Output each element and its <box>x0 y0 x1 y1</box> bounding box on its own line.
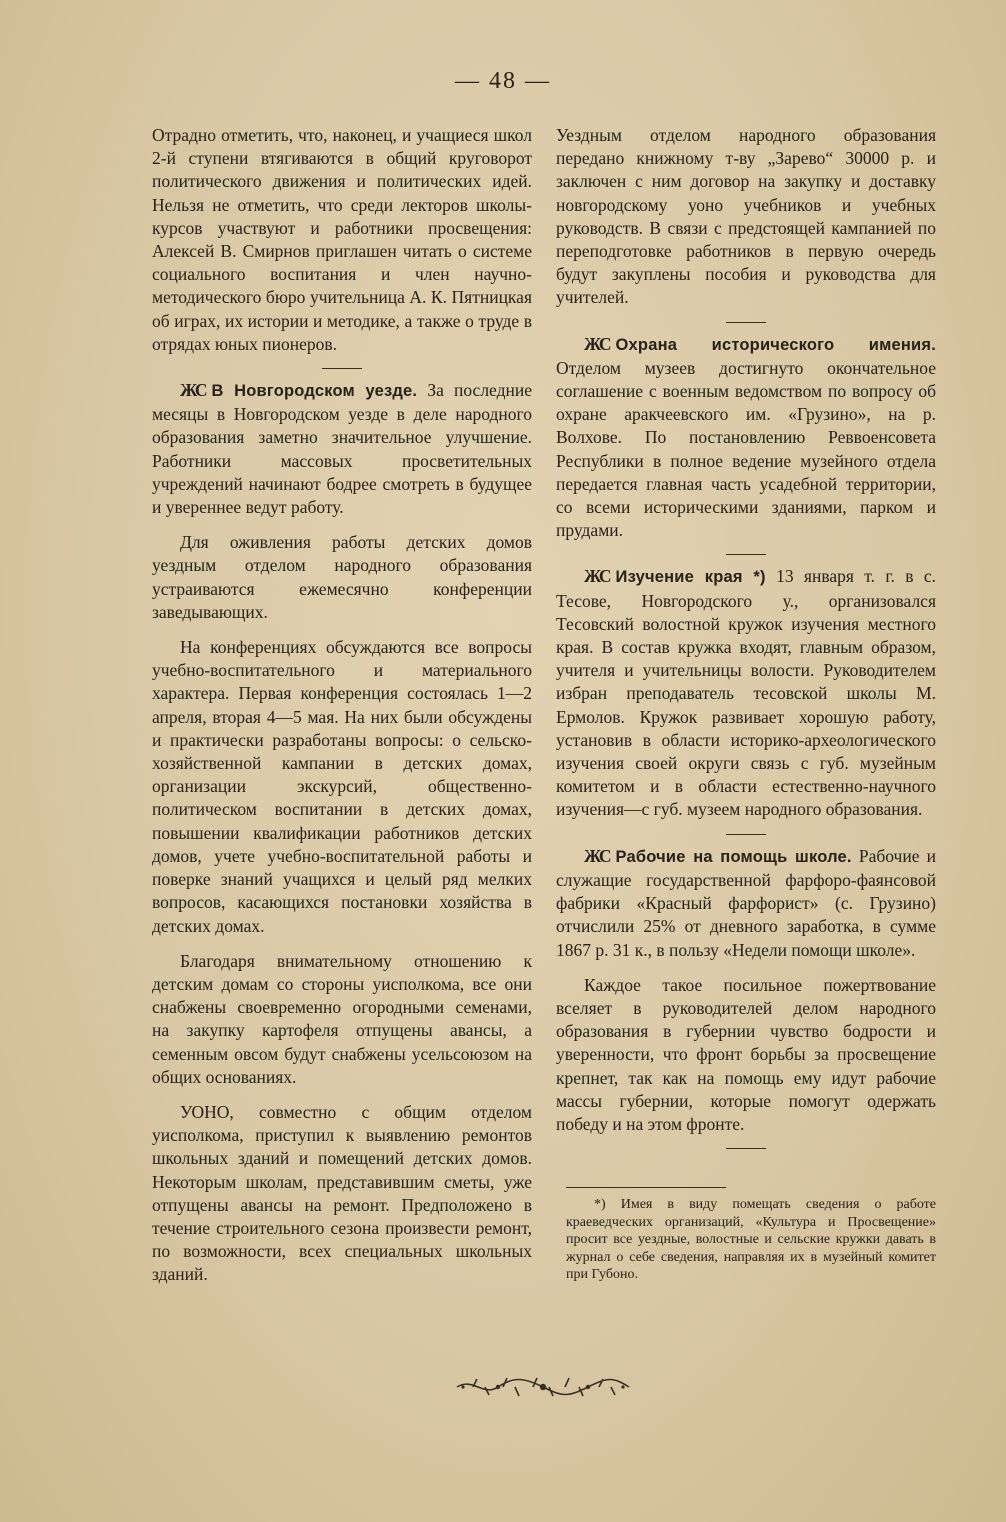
section-mark-icon: ЖС <box>584 566 610 587</box>
footnote-text: *) Имея в виду помещать сведения о работе краеведческих организаций, «Культура и Просвещение» просит все уездные, волостные и сельские кружки давать в журнал о себе сведения, направляя их в музейный комитет при Губоно. <box>566 1197 936 1283</box>
section-divider <box>726 322 766 323</box>
section-divider <box>322 368 362 369</box>
footnote-divider <box>566 1187 726 1188</box>
paragraph: Благодаря внимательному отношению к детским домам со стороны уисполкома, все они снабжены своевременно огородными семенами, на закупку картофеля отпущены авансы, а семенным овсом будут снабжены усельсоюзом на общих основаниях. <box>152 950 532 1087</box>
section-divider <box>726 554 766 555</box>
section-mark-icon: ЖС <box>584 845 610 866</box>
section-heading: В Новгородском уезде. <box>211 382 418 401</box>
left-intro-paragraph: Отрадно отметить, что, наконец, и учащиеся школ 2-й ступени втягиваются в общий круговорот политического движения и политических идей. Нельзя не отметить, что среди лекторов школы-курсов участвуют и работники просвещения: Алексей В. Смирнов приглашен читать о системе социального воспитания и член научно-методического бюро учительница А. К. Пятницкая об играх, их истории и методике, а также о труде в отрядах юных пионеров. <box>152 125 532 354</box>
paragraph: Для оживления работы детских домов уездным отделом народного образования устраиваются ежемесячно конференции заведывающих. <box>152 532 532 622</box>
footnote <box>556 1196 936 1284</box>
left-column <box>152 124 532 1287</box>
paragraph: Каждое такое посильное пожертвование вселяет в руководителей делом народного образования в губернии чувство бодрости и уверенности, что фронт борьбы за просвещение крепнет, так как на помощь ему идут рабочие массы губернии, которые помогут одержать победу и на этом фронте. <box>556 974 936 1134</box>
paragraph: Рабочие и служащие государственной фарфоро-фаянсовой фабрики «Красный фарфорист» (с. Грузино) отчислили 25% от дневного заработка, в сумме 1867 р. 31 к., в пользу «Недели помощи школе». <box>556 845 937 960</box>
paragraph: УОНО, совместно с общим отделом уисполкома, приступил к выявлению ремонтов школьных зданий и помещений детских домов. Некоторым школам, представившим сметы, уже отпущены авансы на ремонт. Предположено в течение строительного сезона произвести ремонт, по возможности, всех специальных школьных зданий. <box>152 1101 532 1285</box>
section-heading: Изучение края *) <box>615 568 766 587</box>
paragraph: 13 января т. г. в с. Тесове, Новгородского у., организовался Тесовский волостной кружок изучения местного края. В состав кружка входят, главным образом, учителя и учительницы волости. Руководителем избран преподаватель тесовской школы М. Ермолов. Кружок развивает хорошую работу, установив в области историко-археологического изучения своей округи связь с губ. музейным комитетом и в области естественно-научного изучения—с губ. музеем народного образования. <box>556 566 936 820</box>
paragraph: За последние месяцы в Новгородском уезде в деле народного образования заметно значительное улучшение. Работники массовых просветительных учреждений начинают бодрее смотреть в будущее и увереннее ведут работу. <box>152 380 532 518</box>
section-mark-icon: ЖС <box>584 333 610 354</box>
paragraph: На конференциях обсуждаются все вопросы учебно-воспитательного и материального характера. Первая конференция состоялась 1—2 апреля, вторая 4—5 мая. На них были обсуждены и практически разработаны вопросы: о сельско-хозяйственной кампании в детских домах, организации экскурсий, общественно-политическом воспитании в детских домах, повышении квалификации работников детских домов, учете учебно-воспитательной работы и поверке знаний учащихся и целый ряд мелких вопросов, касающихся постановки хозяйства в детских домах. <box>152 637 532 936</box>
page-number: — 48 — <box>455 68 551 94</box>
section-heading: Рабочие на помощь школе. <box>615 847 852 866</box>
section-novgorod-uezd <box>152 379 532 1287</box>
section-estate <box>556 333 936 543</box>
section-local-study <box>556 565 936 821</box>
section-divider <box>726 834 766 835</box>
section-divider <box>726 1148 766 1149</box>
right-column <box>556 124 936 1284</box>
section-heading: Охрана исторического имения. <box>615 335 936 354</box>
paragraph: Отделом музеев достигнуто окончательное соглашение с военным ведомством по вопросу об охране аракчеевского им. «Грузино», на р. Волхове. По постановлению Реввоенсовета Республики в полное ведение музейного отдела передается главная часть усадебной территории, со всеми историческими зданиями, парком и прудами. <box>556 357 936 541</box>
floral-ornament-icon <box>453 1372 633 1402</box>
section-workers <box>556 845 936 1136</box>
section-mark-icon: ЖС <box>180 380 206 401</box>
right-intro-paragraph: Уездным отделом народного образования передано книжному т-ву „Зарево“ 30000 р. и заключен с ним договор на закупку и доставку новгородскому уоно учебников и учебных руководств. В связи с предстоящей кампанией по переподготовке работников в первую очередь будут закуплены пособия и руководства для учителей. <box>556 125 936 308</box>
